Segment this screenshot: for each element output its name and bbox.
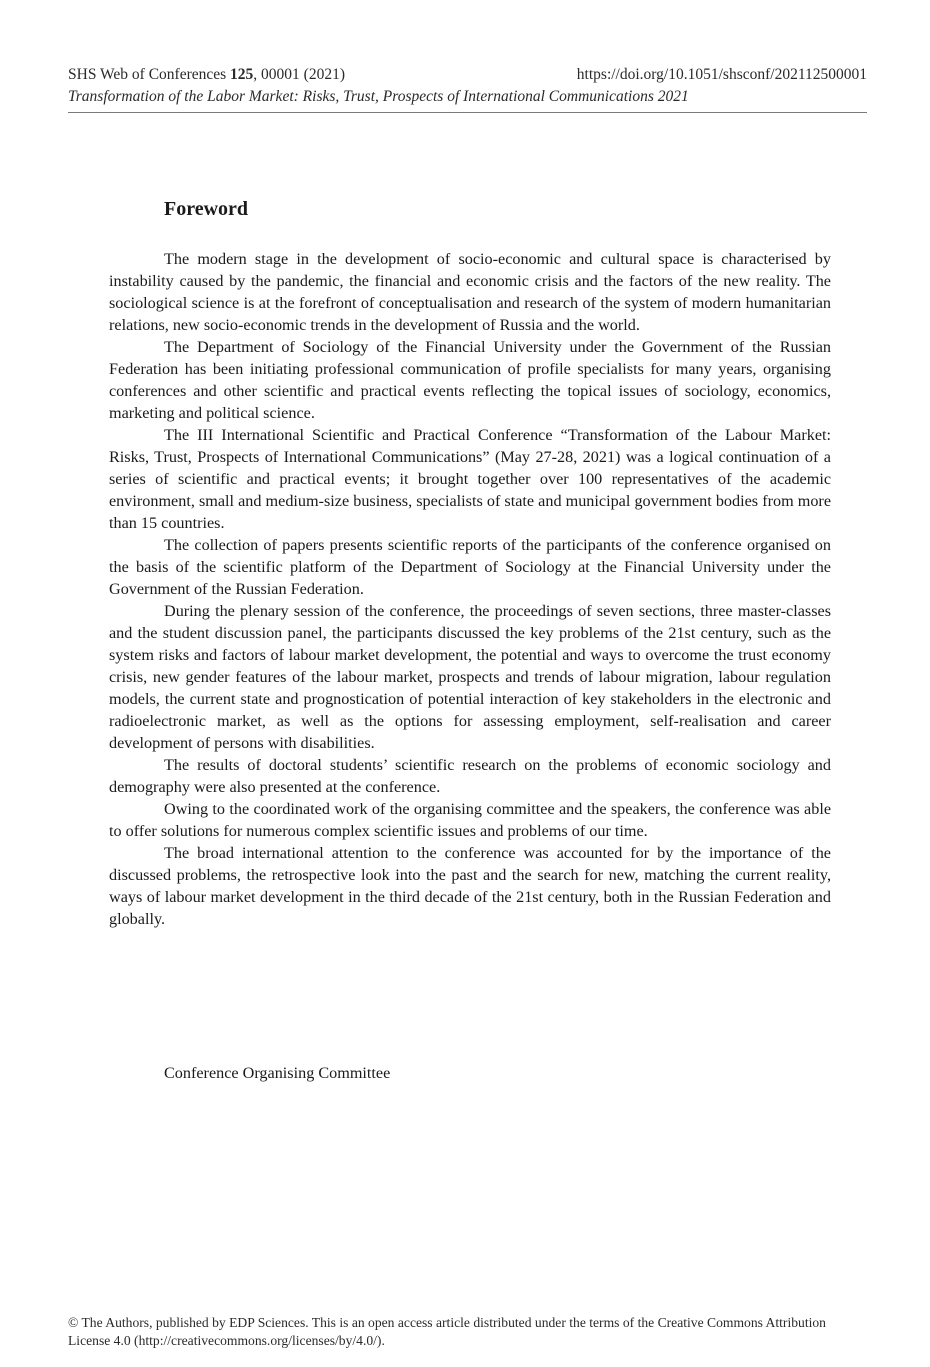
header-top-row <box>68 64 867 86</box>
paragraph: The collection of papers presents scientific reports of the participants of the conference organised on the basis of the scientific platform of the Department of Sociology at the Financial University under the Government of the Russian Federation. <box>109 536 831 598</box>
journal-name: SHS Web of Conferences <box>68 66 227 83</box>
conference-title: Transformation of the Labor Market: Risks, Trust, Prospects of International Communications 2021 <box>68 88 689 105</box>
paragraph: The results of doctoral students’ scientific research on the problems of economic sociology and demography were also presented at the conference. <box>109 756 831 796</box>
signature: Conference Organising Committee <box>164 1064 391 1082</box>
paragraph: The III International Scientific and Practical Conference “Transformation of the Labour Market: Risks, Trust, Prospects of International Communications” (May 27-28, 2021) was a logical continuation of a series of scientific and practical events; it brought together over 100 representatives of the academic environment, small and medium-size business, specialists of state and municipal government bodies from more than 15 countries. <box>109 426 831 532</box>
page-title: Foreword <box>164 198 249 220</box>
paragraph: The Department of Sociology of the Financial University under the Government of the Russian Federation has been initiating professional communication of profile specialists for many years, organising conferences and other scientific and practical events reflecting the topical issues of sociology, economics, marketing and political science. <box>109 338 831 422</box>
paragraph: Owing to the coordinated work of the organising committee and the speakers, the conference was able to offer solutions for numerous complex scientific issues and problems of our time. <box>109 800 831 840</box>
paragraph: The broad international attention to the conference was accounted for by the importance of the discussed problems, the retrospective look into the past and the search for new, matching the current reality, ways of labour market development in the third decade of the 21st century, both in the Russian Federation and globally. <box>109 844 831 928</box>
journal-volume: 125 <box>230 66 254 83</box>
foreword-body <box>109 248 831 930</box>
journal-citation <box>68 64 345 86</box>
paragraph: The modern stage in the development of socio-economic and cultural space is characterised by instability caused by the pandemic, the financial and economic crisis and the factors of the new reality. The sociological science is at the forefront of conceptualisation and research of the system of modern humanitarian relations, new socio-economic trends in the development of Russia and the world. <box>109 250 831 334</box>
doi-link[interactable]: https://doi.org/10.1051/shsconf/202112500001 <box>576 66 867 83</box>
paragraph: During the plenary session of the conference, the proceedings of seven sections, three master-classes and the student discussion panel, the participants discussed the key problems of the 21st century, such as the system risks and factors of labour market development, the potential and ways to overcome the trust economy crisis, new gender features of the labour market, prospects and trends of labour migration, labour regulation models, the current state and prognostication of potential interaction of key stakeholders in the electronic and radioelectronic market, as well as the options for assessing employment, self-realisation and career development of persons with disabilities. <box>109 602 831 752</box>
license-footer: © The Authors, published by EDP Sciences. This is an open access article distributed under the terms of the Creative Commons Attribution License 4.0 (http://creativecommons.org/licenses/by/4.0/). <box>68 1315 826 1348</box>
running-header <box>68 64 867 113</box>
article-number: , 00001 (2021) <box>253 66 345 83</box>
